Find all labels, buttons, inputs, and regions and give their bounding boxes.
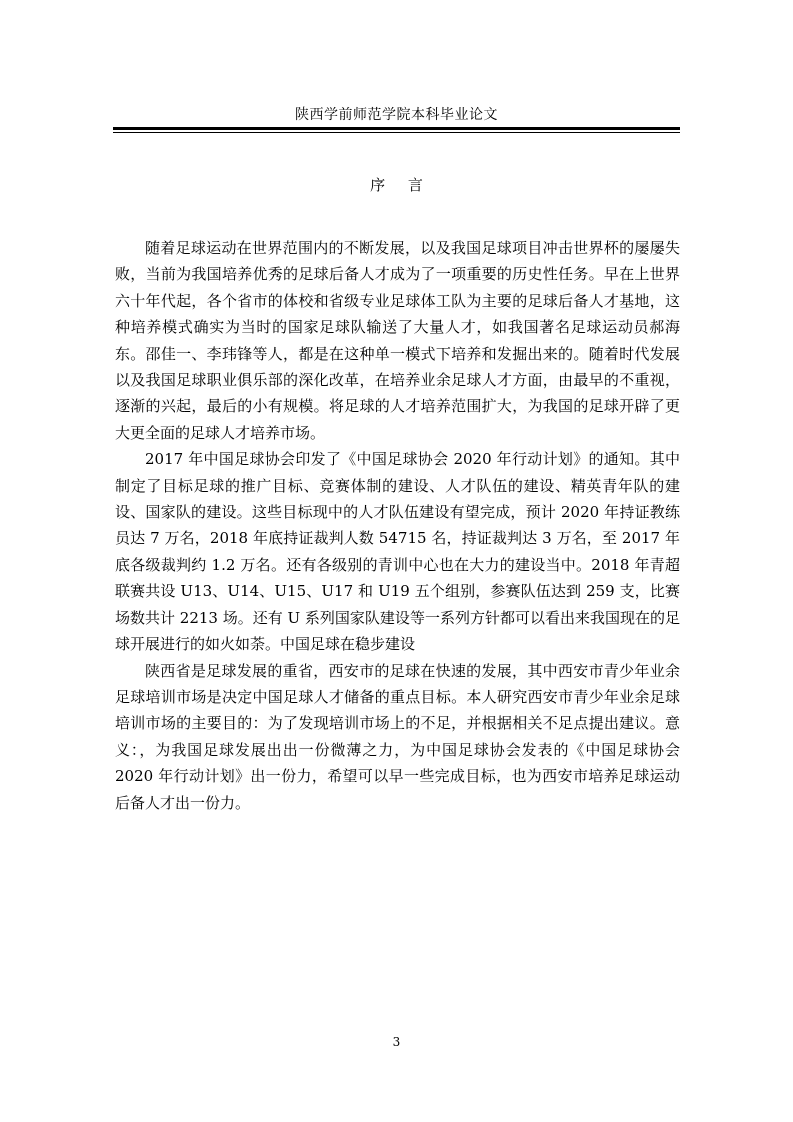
- header-rule-thick: [113, 127, 680, 130]
- section-title: 序 言: [370, 176, 423, 194]
- paragraph: 陕西省是足球发展的重省，西安市的足球在快速的发展，其中西安市青少年业余足球培训市场是决定中国足球人才储备的重点目标。本人研究西安市青少年业余足球培训市场的主要目的：为了发现培训市场上的不足，并根据相关不足点提出建议。意义：，为我国足球发展出出一份微薄之力，为中国足球协会发表的《中国足球协会 2020 年行动计划》出一份力，希望可以早一些完成目标，也为西安市培养足球运动后备人才出一份力。: [115, 661, 680, 812]
- paragraph: 随着足球运动在世界范围内的不断发展，以及我国足球项目冲击世界杯的屡屡失败，当前为我国培养优秀的足球后备人才成为了一项重要的历史性任务。早在上世界六十年代起，各个省市的体校和省级专业足球体工队为主要的足球后备人才基地，这种培养模式确实为当时的国家足球队输送了大量人才，如我国著名足球运动员郝海东。邵佳一、李玮锋等人，都是在这种单一模式下培养和发掘出来的。随着时代发展以及我国足球职业俱乐部的深化改革，在培养业余足球人才方面，由最早的不重视，逐渐的兴起，最后的小有规模。将足球的人才培养范围扩大，为我国的足球开辟了更大更全面的足球人才培养市场。: [115, 239, 680, 442]
- header-rule-thin: [113, 132, 680, 133]
- paragraph: 2017 年中国足球协会印发了《中国足球协会 2020 年行动计划》的通知。其中制定了目标足球的推广目标、竞赛体制的建设、人才队伍的建设、精英青年队的建设、国家队的建设。这些目标现中的人才队伍建设有望完成，预计 2020 年持证教练员达 7 万名，2018 年底持证裁判人数 54715 名，持证裁判达 3 万名，至 2017 年底各级裁判约 1.2 万名。还有各级别的青训中心也在大力的建设当中。2018 年青超联赛共设 U13、U14、U15、U17 和 U19 五个组别，参赛队伍达到 259 支，比赛场数共计 2213 场。还有 U 系列国家队建设等一系列方针都可以看出来我国现在的足球开展进行的如火如荼。中国足球在稳步建设: [115, 450, 680, 654]
- running-header: 陕西学前师范学院本科毕业论文: [295, 107, 498, 123]
- body-text: [115, 235, 680, 816]
- page-number: 3: [392, 1035, 401, 1049]
